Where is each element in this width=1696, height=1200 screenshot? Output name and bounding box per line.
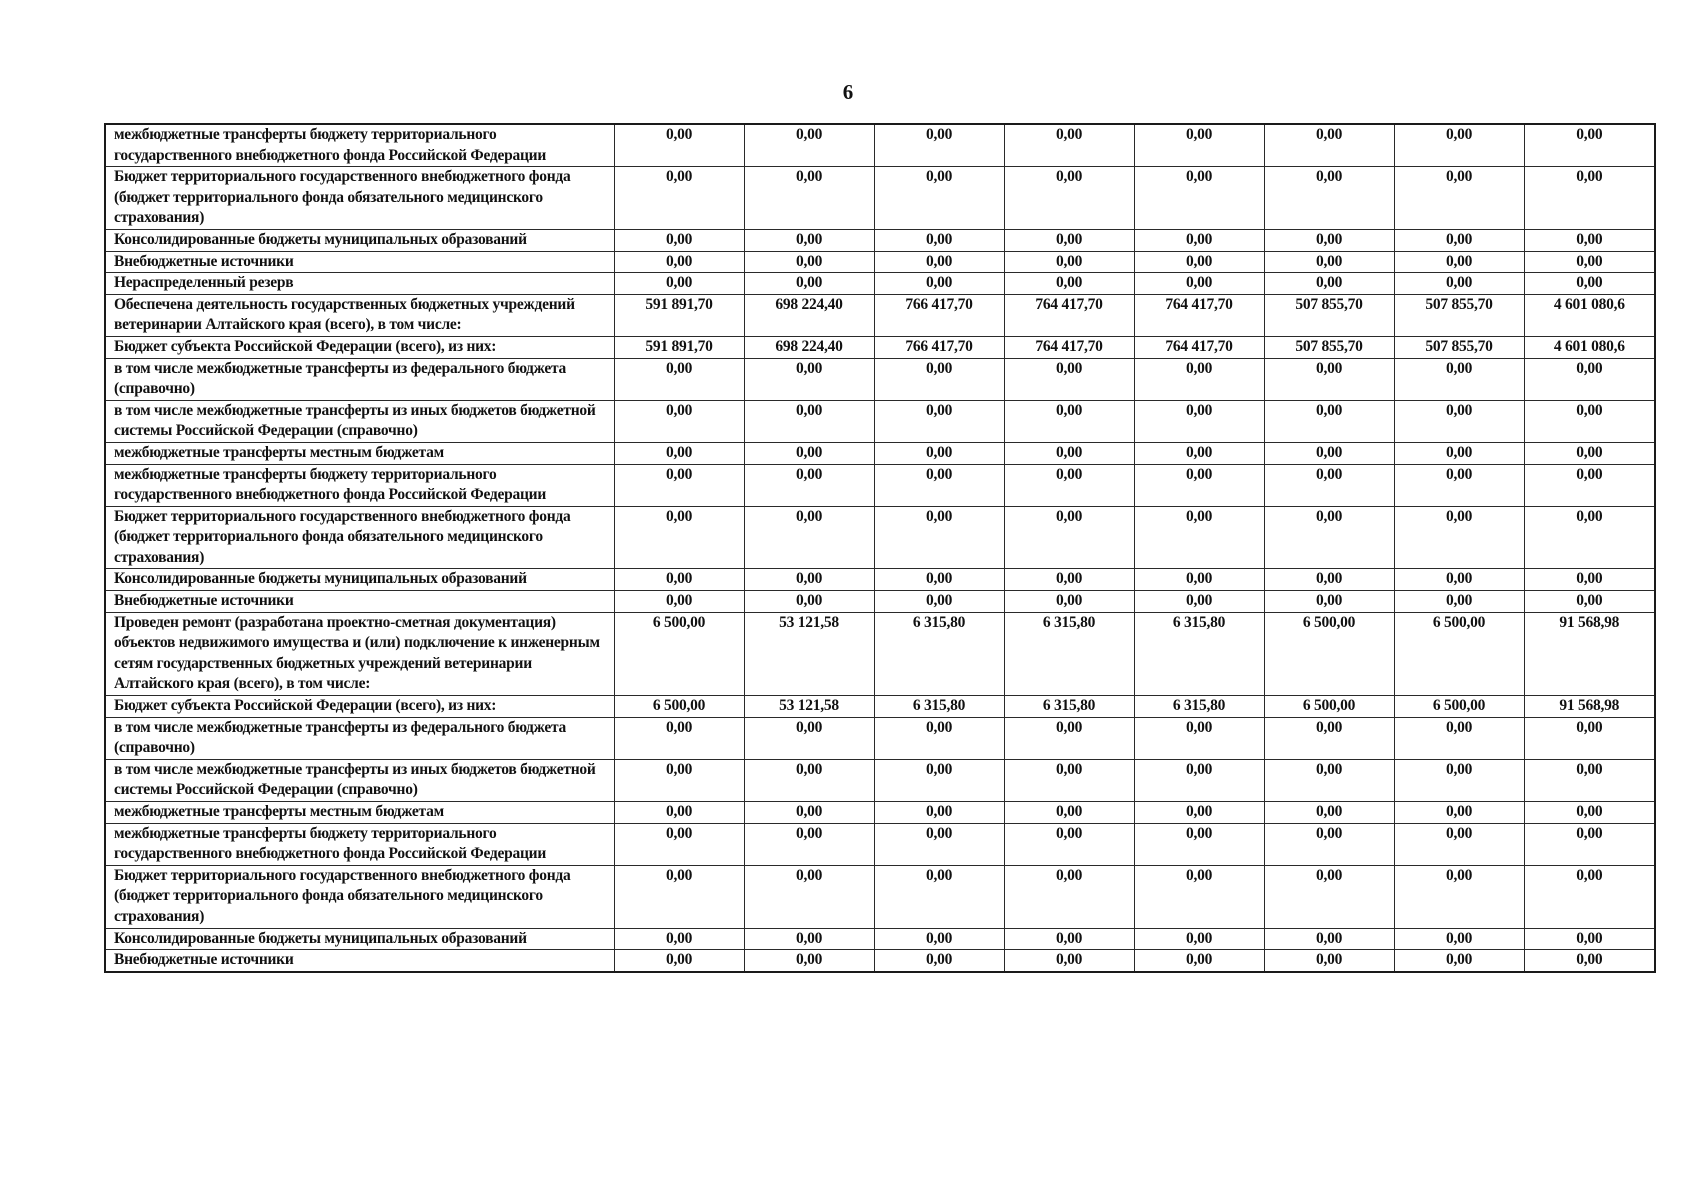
table-row xyxy=(105,717,1655,759)
value-cell: 0,00 xyxy=(1264,273,1394,295)
value-cell: 0,00 xyxy=(614,229,744,251)
value-cell: 0,00 xyxy=(614,464,744,506)
table-row xyxy=(105,928,1655,950)
value-cell: 0,00 xyxy=(744,717,874,759)
value-cell: 0,00 xyxy=(1134,823,1264,865)
value-cell: 0,00 xyxy=(614,167,744,230)
value-cell: 0,00 xyxy=(1524,442,1655,464)
value-cell: 507 855,70 xyxy=(1394,294,1524,336)
value-cell: 0,00 xyxy=(1524,802,1655,824)
value-cell: 0,00 xyxy=(1004,928,1134,950)
value-cell: 0,00 xyxy=(1394,400,1524,442)
value-cell: 0,00 xyxy=(744,950,874,972)
value-cell: 0,00 xyxy=(874,823,1004,865)
value-cell: 0,00 xyxy=(1524,229,1655,251)
value-cell: 0,00 xyxy=(1004,167,1134,230)
value-cell: 764 417,70 xyxy=(1004,336,1134,358)
value-cell: 0,00 xyxy=(1524,167,1655,230)
table-row xyxy=(105,802,1655,824)
value-cell: 0,00 xyxy=(1264,802,1394,824)
value-cell: 0,00 xyxy=(874,928,1004,950)
value-cell: 0,00 xyxy=(1524,823,1655,865)
value-cell: 0,00 xyxy=(1004,950,1134,972)
value-cell: 0,00 xyxy=(1524,464,1655,506)
value-cell: 764 417,70 xyxy=(1134,336,1264,358)
value-cell: 0,00 xyxy=(1394,950,1524,972)
value-cell: 0,00 xyxy=(744,229,874,251)
table-row xyxy=(105,358,1655,400)
value-cell: 0,00 xyxy=(1264,569,1394,591)
value-cell: 0,00 xyxy=(874,400,1004,442)
value-cell: 0,00 xyxy=(614,950,744,972)
value-cell: 0,00 xyxy=(1004,569,1134,591)
value-cell: 0,00 xyxy=(744,865,874,928)
value-cell: 0,00 xyxy=(1004,591,1134,613)
value-cell: 0,00 xyxy=(1134,464,1264,506)
table-row xyxy=(105,865,1655,928)
value-cell: 764 417,70 xyxy=(1004,294,1134,336)
value-cell: 0,00 xyxy=(1004,823,1134,865)
value-cell: 0,00 xyxy=(874,759,1004,801)
value-cell: 0,00 xyxy=(1264,358,1394,400)
row-label: Внебюджетные источники xyxy=(105,591,614,613)
value-cell: 0,00 xyxy=(1004,229,1134,251)
value-cell: 0,00 xyxy=(1264,928,1394,950)
value-cell: 0,00 xyxy=(614,273,744,295)
table-row xyxy=(105,696,1655,718)
row-label: Консолидированные бюджеты муниципальных образований xyxy=(105,569,614,591)
value-cell: 6 315,80 xyxy=(1004,612,1134,695)
row-label: Внебюджетные источники xyxy=(105,950,614,972)
value-cell: 91 568,98 xyxy=(1524,696,1655,718)
value-cell: 53 121,58 xyxy=(744,696,874,718)
value-cell: 0,00 xyxy=(1524,124,1655,167)
value-cell: 0,00 xyxy=(1394,802,1524,824)
row-label: Консолидированные бюджеты муниципальных образований xyxy=(105,928,614,950)
value-cell: 0,00 xyxy=(1134,251,1264,273)
value-cell: 0,00 xyxy=(1524,569,1655,591)
row-label: Бюджет субъекта Российской Федерации (всего), из них: xyxy=(105,696,614,718)
value-cell: 6 500,00 xyxy=(1264,612,1394,695)
value-cell: 0,00 xyxy=(1264,591,1394,613)
value-cell: 0,00 xyxy=(1524,506,1655,569)
value-cell: 0,00 xyxy=(614,823,744,865)
value-cell: 0,00 xyxy=(614,124,744,167)
table-row xyxy=(105,569,1655,591)
value-cell: 0,00 xyxy=(874,865,1004,928)
value-cell: 6 500,00 xyxy=(614,696,744,718)
value-cell: 0,00 xyxy=(1524,251,1655,273)
value-cell: 0,00 xyxy=(744,591,874,613)
value-cell: 764 417,70 xyxy=(1134,294,1264,336)
table-row xyxy=(105,400,1655,442)
value-cell: 0,00 xyxy=(874,950,1004,972)
value-cell: 0,00 xyxy=(744,358,874,400)
value-cell: 0,00 xyxy=(1264,950,1394,972)
value-cell: 507 855,70 xyxy=(1394,336,1524,358)
table-row xyxy=(105,251,1655,273)
table-row xyxy=(105,464,1655,506)
value-cell: 0,00 xyxy=(1134,167,1264,230)
value-cell: 0,00 xyxy=(1004,865,1134,928)
row-label: Бюджет территориального государственного внебюджетного фонда (бюджет территориального фонда обязательного медицинского страхования) xyxy=(105,506,614,569)
value-cell: 0,00 xyxy=(874,717,1004,759)
table-row xyxy=(105,950,1655,972)
value-cell: 0,00 xyxy=(1524,759,1655,801)
value-cell: 0,00 xyxy=(1394,823,1524,865)
value-cell: 0,00 xyxy=(1134,802,1264,824)
value-cell: 0,00 xyxy=(744,273,874,295)
row-label: межбюджетные трансферты бюджету территориального государственного внебюджетного фонда Российской Федерации xyxy=(105,464,614,506)
table-body xyxy=(105,124,1655,972)
value-cell: 6 315,80 xyxy=(874,696,1004,718)
value-cell: 6 500,00 xyxy=(1394,612,1524,695)
row-label: Проведен ремонт (разработана проектно-сметная документация) объектов недвижимого имущества и (или) подключение к инженерным сетям государственных бюджетных учреждений ветеринарии Алтайского края (всего), в том числе: xyxy=(105,612,614,695)
value-cell: 0,00 xyxy=(1004,358,1134,400)
value-cell: 0,00 xyxy=(1394,717,1524,759)
row-label: Консолидированные бюджеты муниципальных образований xyxy=(105,229,614,251)
value-cell: 0,00 xyxy=(1004,464,1134,506)
row-label: межбюджетные трансферты бюджету территориального государственного внебюджетного фонда Российской Федерации xyxy=(105,124,614,167)
value-cell: 0,00 xyxy=(744,928,874,950)
value-cell: 0,00 xyxy=(1264,717,1394,759)
value-cell: 6 500,00 xyxy=(1394,696,1524,718)
value-cell: 0,00 xyxy=(1004,759,1134,801)
value-cell: 0,00 xyxy=(1004,506,1134,569)
value-cell: 0,00 xyxy=(1134,229,1264,251)
value-cell: 0,00 xyxy=(1264,167,1394,230)
value-cell: 0,00 xyxy=(744,569,874,591)
row-label: межбюджетные трансферты местным бюджетам xyxy=(105,442,614,464)
value-cell: 0,00 xyxy=(1004,273,1134,295)
value-cell: 0,00 xyxy=(614,358,744,400)
value-cell: 0,00 xyxy=(874,442,1004,464)
value-cell: 0,00 xyxy=(744,442,874,464)
value-cell: 0,00 xyxy=(1134,358,1264,400)
value-cell: 0,00 xyxy=(614,442,744,464)
value-cell: 6 315,80 xyxy=(1134,696,1264,718)
value-cell: 0,00 xyxy=(1394,358,1524,400)
value-cell: 0,00 xyxy=(744,400,874,442)
row-label: Обеспечена деятельность государственных бюджетных учреждений ветеринарии Алтайского края (всего), в том числе: xyxy=(105,294,614,336)
value-cell: 0,00 xyxy=(874,591,1004,613)
row-label: в том числе межбюджетные трансферты из федерального бюджета (справочно) xyxy=(105,358,614,400)
value-cell: 0,00 xyxy=(1524,591,1655,613)
value-cell: 0,00 xyxy=(1264,823,1394,865)
value-cell: 0,00 xyxy=(1394,759,1524,801)
value-cell: 0,00 xyxy=(1394,229,1524,251)
value-cell: 0,00 xyxy=(744,251,874,273)
value-cell: 0,00 xyxy=(1264,464,1394,506)
row-label: Бюджет субъекта Российской Федерации (всего), из них: xyxy=(105,336,614,358)
value-cell: 0,00 xyxy=(614,928,744,950)
row-label: межбюджетные трансферты бюджету территориального государственного внебюджетного фонда Российской Федерации xyxy=(105,823,614,865)
value-cell: 4 601 080,6 xyxy=(1524,294,1655,336)
value-cell: 0,00 xyxy=(1394,865,1524,928)
row-label: межбюджетные трансферты местным бюджетам xyxy=(105,802,614,824)
value-cell: 0,00 xyxy=(614,865,744,928)
value-cell: 0,00 xyxy=(1004,802,1134,824)
table-row xyxy=(105,823,1655,865)
value-cell: 0,00 xyxy=(1524,717,1655,759)
value-cell: 0,00 xyxy=(744,759,874,801)
value-cell: 0,00 xyxy=(1264,229,1394,251)
value-cell: 766 417,70 xyxy=(874,294,1004,336)
value-cell: 0,00 xyxy=(614,569,744,591)
value-cell: 0,00 xyxy=(1134,442,1264,464)
value-cell: 0,00 xyxy=(744,506,874,569)
row-label: в том числе межбюджетные трансферты из федерального бюджета (справочно) xyxy=(105,717,614,759)
row-label: Бюджет территориального государственного внебюджетного фонда (бюджет территориального фонда обязательного медицинского страхования) xyxy=(105,167,614,230)
value-cell: 0,00 xyxy=(1524,928,1655,950)
value-cell: 507 855,70 xyxy=(1264,336,1394,358)
value-cell: 6 500,00 xyxy=(1264,696,1394,718)
value-cell: 0,00 xyxy=(874,569,1004,591)
value-cell: 507 855,70 xyxy=(1264,294,1394,336)
table-row xyxy=(105,612,1655,695)
value-cell: 0,00 xyxy=(1394,442,1524,464)
value-cell: 0,00 xyxy=(1394,569,1524,591)
value-cell: 0,00 xyxy=(1134,591,1264,613)
value-cell: 0,00 xyxy=(1134,759,1264,801)
value-cell: 0,00 xyxy=(1004,251,1134,273)
value-cell: 6 500,00 xyxy=(614,612,744,695)
value-cell: 591 891,70 xyxy=(614,294,744,336)
value-cell: 0,00 xyxy=(1004,124,1134,167)
value-cell: 0,00 xyxy=(1264,124,1394,167)
value-cell: 0,00 xyxy=(1264,759,1394,801)
value-cell: 0,00 xyxy=(614,506,744,569)
value-cell: 0,00 xyxy=(1004,400,1134,442)
table-row xyxy=(105,336,1655,358)
value-cell: 0,00 xyxy=(874,124,1004,167)
value-cell: 0,00 xyxy=(614,802,744,824)
value-cell: 6 315,80 xyxy=(1134,612,1264,695)
value-cell: 0,00 xyxy=(1394,928,1524,950)
value-cell: 0,00 xyxy=(1134,928,1264,950)
value-cell: 0,00 xyxy=(1134,569,1264,591)
value-cell: 0,00 xyxy=(1394,464,1524,506)
table-row xyxy=(105,273,1655,295)
value-cell: 0,00 xyxy=(1264,442,1394,464)
row-label: в том числе межбюджетные трансферты из иных бюджетов бюджетной системы Российской Федерации (справочно) xyxy=(105,400,614,442)
value-cell: 91 568,98 xyxy=(1524,612,1655,695)
value-cell: 0,00 xyxy=(744,823,874,865)
budget-table xyxy=(104,123,1656,973)
value-cell: 0,00 xyxy=(1394,273,1524,295)
value-cell: 0,00 xyxy=(1394,506,1524,569)
value-cell: 6 315,80 xyxy=(874,612,1004,695)
value-cell: 0,00 xyxy=(1004,442,1134,464)
table-row xyxy=(105,229,1655,251)
value-cell: 0,00 xyxy=(1524,865,1655,928)
value-cell: 0,00 xyxy=(1524,950,1655,972)
value-cell: 0,00 xyxy=(1524,358,1655,400)
value-cell: 53 121,58 xyxy=(744,612,874,695)
value-cell: 0,00 xyxy=(614,717,744,759)
value-cell: 0,00 xyxy=(1134,950,1264,972)
value-cell: 0,00 xyxy=(1134,400,1264,442)
value-cell: 0,00 xyxy=(744,802,874,824)
value-cell: 0,00 xyxy=(874,464,1004,506)
value-cell: 0,00 xyxy=(1134,506,1264,569)
value-cell: 591 891,70 xyxy=(614,336,744,358)
value-cell: 0,00 xyxy=(874,506,1004,569)
table-row xyxy=(105,294,1655,336)
value-cell: 0,00 xyxy=(744,124,874,167)
value-cell: 0,00 xyxy=(1394,251,1524,273)
value-cell: 0,00 xyxy=(1264,400,1394,442)
value-cell: 4 601 080,6 xyxy=(1524,336,1655,358)
value-cell: 0,00 xyxy=(1394,124,1524,167)
value-cell: 0,00 xyxy=(1524,273,1655,295)
value-cell: 0,00 xyxy=(1004,717,1134,759)
row-label: Внебюджетные источники xyxy=(105,251,614,273)
table-row xyxy=(105,442,1655,464)
row-label: в том числе межбюджетные трансферты из иных бюджетов бюджетной системы Российской Федерации (справочно) xyxy=(105,759,614,801)
value-cell: 0,00 xyxy=(1134,273,1264,295)
value-cell: 0,00 xyxy=(874,273,1004,295)
table-row xyxy=(105,167,1655,230)
value-cell: 0,00 xyxy=(1134,865,1264,928)
value-cell: 0,00 xyxy=(614,251,744,273)
table-row xyxy=(105,506,1655,569)
page-number: 6 xyxy=(842,80,854,104)
value-cell: 0,00 xyxy=(1134,717,1264,759)
table-row xyxy=(105,124,1655,167)
table-row xyxy=(105,759,1655,801)
row-label: Бюджет территориального государственного внебюджетного фонда (бюджет территориального фонда обязательного медицинского страхования) xyxy=(105,865,614,928)
value-cell: 0,00 xyxy=(1524,400,1655,442)
value-cell: 698 224,40 xyxy=(744,336,874,358)
value-cell: 766 417,70 xyxy=(874,336,1004,358)
value-cell: 6 315,80 xyxy=(1004,696,1134,718)
row-label: Нераспределенный резерв xyxy=(105,273,614,295)
value-cell: 0,00 xyxy=(874,251,1004,273)
value-cell: 0,00 xyxy=(744,167,874,230)
table-row xyxy=(105,591,1655,613)
value-cell: 0,00 xyxy=(874,802,1004,824)
value-cell: 0,00 xyxy=(1264,865,1394,928)
value-cell: 0,00 xyxy=(874,358,1004,400)
value-cell: 0,00 xyxy=(874,167,1004,230)
value-cell: 0,00 xyxy=(1394,591,1524,613)
value-cell: 0,00 xyxy=(614,591,744,613)
value-cell: 0,00 xyxy=(614,400,744,442)
value-cell: 0,00 xyxy=(614,759,744,801)
value-cell: 0,00 xyxy=(1134,124,1264,167)
value-cell: 0,00 xyxy=(1264,251,1394,273)
value-cell: 0,00 xyxy=(744,464,874,506)
value-cell: 0,00 xyxy=(874,229,1004,251)
value-cell: 0,00 xyxy=(1394,167,1524,230)
value-cell: 698 224,40 xyxy=(744,294,874,336)
value-cell: 0,00 xyxy=(1264,506,1394,569)
